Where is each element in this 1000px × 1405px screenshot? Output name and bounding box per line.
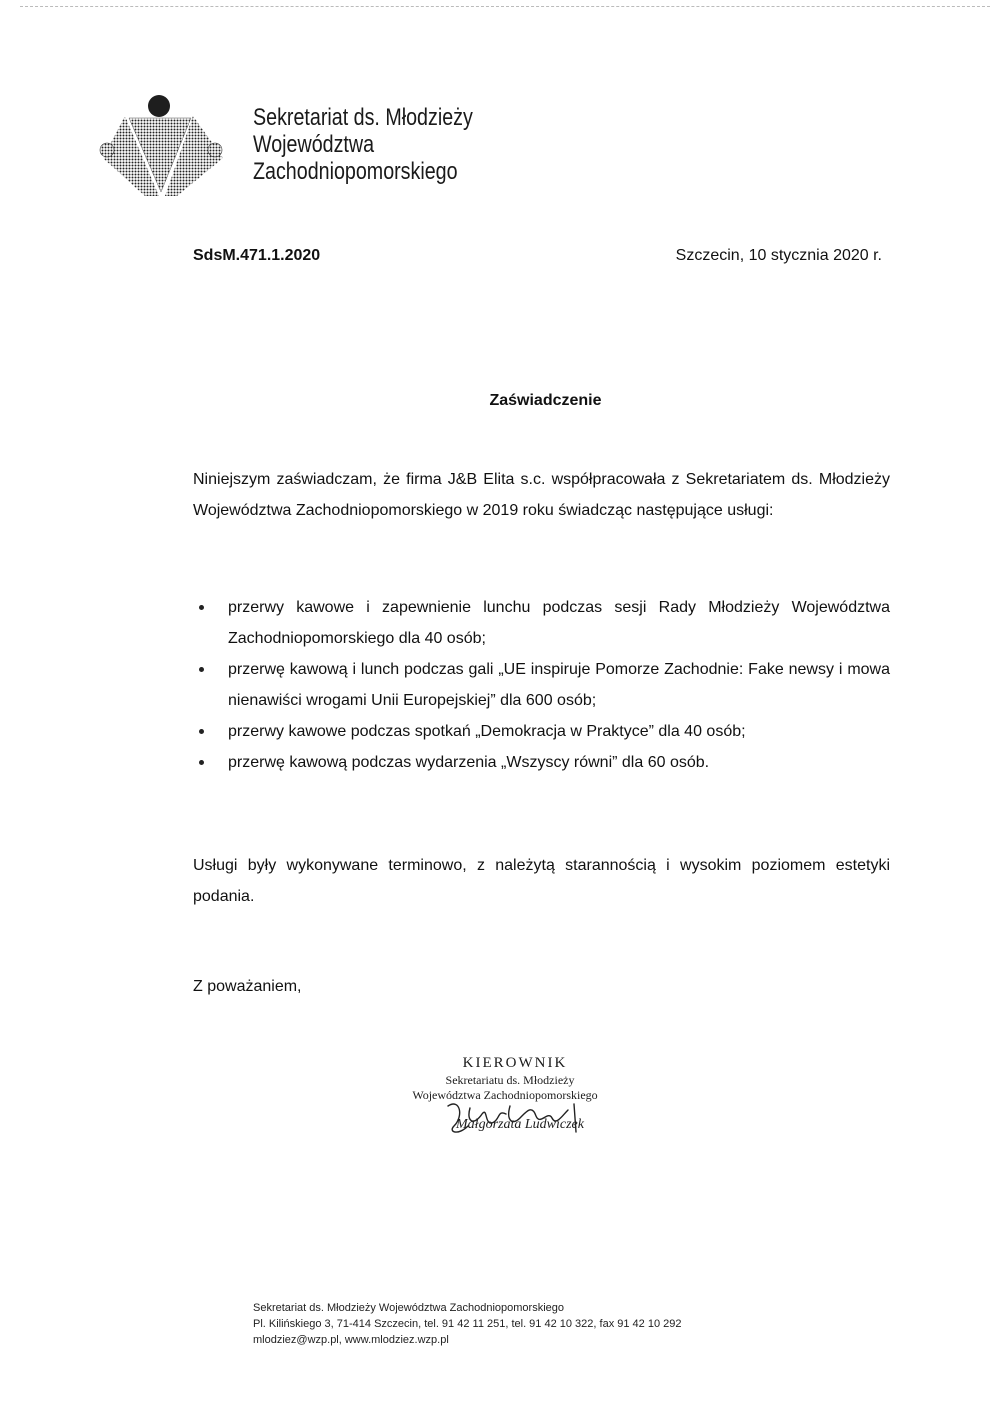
closing-salutation: Z poważaniem, [193, 978, 302, 995]
summary-paragraph: Usługi były wykonywane terminowo, z należytą starannością i wysokim poziomem estetyki podania. [193, 857, 890, 905]
document-title: Zaświadczenie [489, 392, 602, 409]
service-text: przerwę kawową i lunch podczas gali „UE inspiruje Pomorze Zachodnie: Fake newsy i mowa nienawiści wrogami Unii Europejskiej” dla 600 osób; [228, 661, 890, 709]
stamp-title: KIEROWNIK [462, 1055, 568, 1071]
list-item [193, 747, 890, 778]
organization-name [253, 104, 473, 185]
org-name-line-2: Województwa [253, 131, 375, 158]
list-item [193, 592, 890, 654]
org-name-line-1: Sekretariat ds. Młodzieży [253, 104, 473, 131]
place-and-date: Szczecin, 10 stycznia 2020 r. [675, 247, 882, 264]
stamp-name: Małgorzata Ludwiczek [456, 1117, 584, 1132]
reference-number: SdsM.471.1.2020 [193, 247, 321, 264]
bullet-icon [199, 667, 204, 672]
bullet-icon [199, 729, 204, 734]
footer-organization: Sekretariat ds. Młodzieży Województwa Zachodniopomorskiego [253, 1302, 564, 1314]
list-item [193, 654, 890, 716]
footer-contact [253, 1300, 681, 1348]
footer-email-website: mlodziez@wzp.pl, www.mlodziez.wzp.pl [253, 1334, 449, 1346]
service-text: przerwy kawowe i zapewnienie lunchu podczas sesji Rady Młodzieży Województwa Zachodniopomorskiego dla 40 osób; [228, 599, 890, 647]
intro-paragraph: Niniejszym zaświadczam, że firma J&B Elita s.c. współpracowała z Sekretariatem ds. Młodzieży Województwa Zachodniopomorskiego w 2019 roku świadcząc następujące usługi: [193, 471, 890, 519]
stamp-line-2: Sekretariatu ds. Młodzieży [445, 1073, 575, 1087]
organization-logo [95, 92, 235, 202]
handwritten-signature [440, 1096, 600, 1148]
services-list [193, 592, 890, 778]
service-text: przerwę kawową podczas wydarzenia „Wszyscy równi” dla 60 osób. [228, 754, 710, 771]
bullet-icon [199, 605, 204, 610]
service-text: przerwy kawowe podczas spotkań „Demokracja w Praktyce” dla 40 osób; [228, 723, 746, 740]
footer-address: Pl. Kilińskiego 3, 71-414 Szczecin, tel. 91 42 11 251, tel. 91 42 10 322, fax 91 42 10 292 [253, 1318, 682, 1330]
list-item [193, 716, 890, 747]
scan-artifact [20, 6, 990, 11]
bullet-icon [199, 760, 204, 765]
org-name-line-3: Zachodniopomorskiego [253, 158, 458, 185]
stamp-line-3: Województwa Zachodniopomorskiego [412, 1088, 598, 1102]
